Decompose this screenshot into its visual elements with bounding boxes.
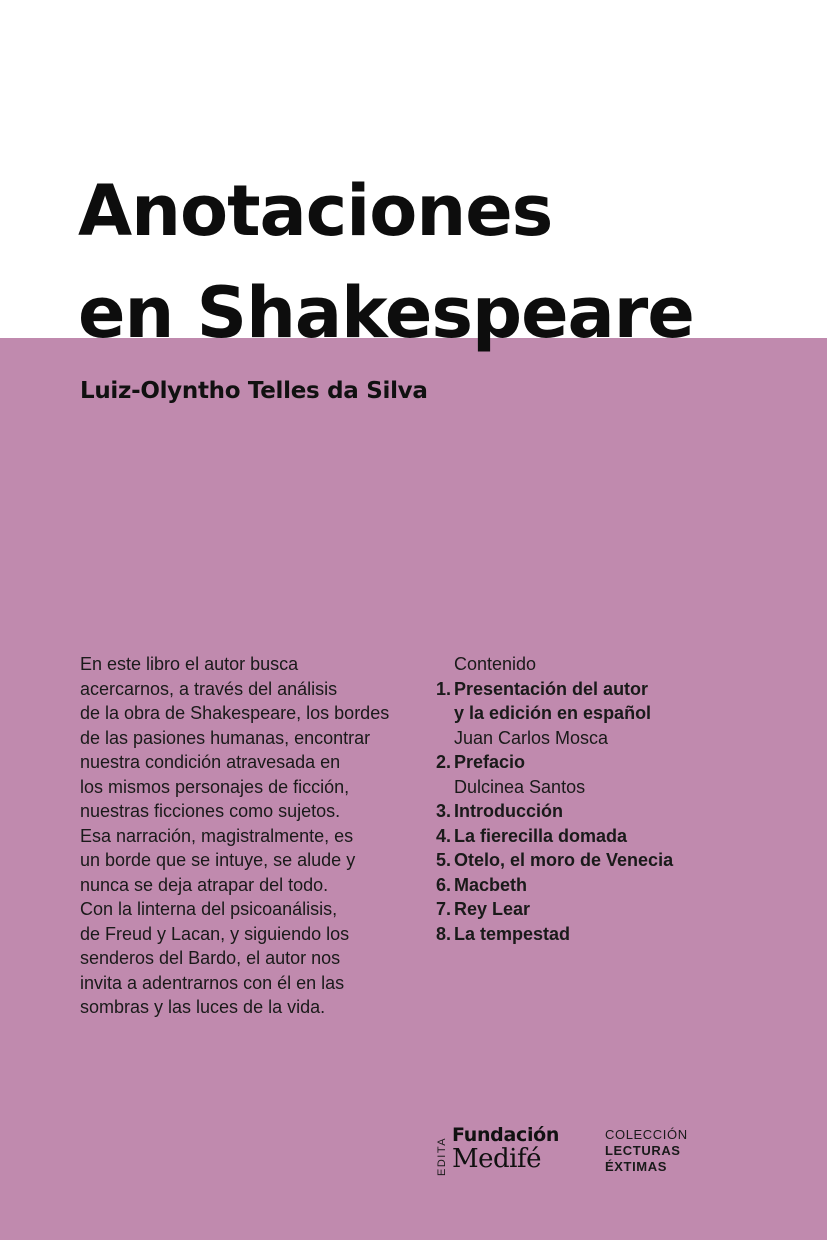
table-of-contents [436, 652, 716, 946]
collection-name-line-1: LECTURAS [605, 1143, 681, 1158]
blurb-line: de Freud y Lacan, y siguiendo los [80, 923, 350, 944]
blurb-line: de las pasiones humanas, encontrar [80, 727, 371, 748]
blurb-line: Con la linterna del psicoanálisis, [80, 899, 338, 919]
blurb-line: los mismos personajes de ficción, [80, 776, 350, 797]
toc-item-number: 6. [436, 874, 452, 895]
toc-item [436, 677, 716, 702]
toc-item-number [436, 775, 454, 800]
toc-item-number: 7. [436, 899, 452, 919]
blurb-line: nuestra condición atravesada en [80, 752, 341, 772]
author-name: Luiz-Olyntho Telles da Silva [80, 378, 428, 404]
toc-heading: Contenido [454, 654, 537, 674]
toc-item-label: Introducción [454, 801, 563, 821]
toc-item-label: Prefacio [454, 752, 526, 772]
blurb-line: invita a adentrarnos con él en las [80, 972, 345, 993]
toc-heading-row [436, 652, 716, 677]
collection-name-line-2: ÉXTIMAS [605, 1159, 667, 1174]
toc-item-label: Juan Carlos Mosca [454, 727, 609, 748]
blurb-text [80, 652, 410, 1020]
toc-item-number [436, 701, 454, 726]
blurb-line: Esa narración, magistralmente, es [80, 825, 354, 846]
collection-label [605, 1127, 688, 1175]
toc-item-label: Rey Lear [454, 899, 531, 919]
title-line-2: en Shakespeare [78, 272, 694, 354]
toc-item-label: Presentación del autor [454, 678, 649, 699]
collection-heading: COLECCIÓN [605, 1127, 688, 1142]
toc-item-number [436, 726, 454, 751]
toc-item [436, 799, 716, 824]
publisher-name-line-2: Medifé [452, 1144, 541, 1174]
toc-item [436, 873, 716, 898]
toc-item [436, 726, 716, 751]
toc-item [436, 750, 716, 775]
toc-list [436, 677, 716, 947]
book-title [78, 160, 694, 364]
toc-item-number: 5. [436, 850, 452, 870]
edita-label: EDITA [436, 1136, 448, 1176]
blurb-line: de la obra de Shakespeare, los bordes [80, 703, 390, 723]
toc-item [436, 824, 716, 849]
blurb-line: En este libro el autor busca [80, 654, 299, 674]
blurb-line: acercarnos, a través del análisis [80, 678, 338, 699]
toc-item [436, 922, 716, 947]
toc-item [436, 775, 716, 800]
blurb-line: nunca se deja atrapar del todo. [80, 874, 329, 895]
toc-item-number: 4. [436, 825, 452, 846]
toc-item-number: 1. [436, 678, 452, 699]
title-line-1: Anotaciones [78, 170, 553, 252]
blurb-line: sombras y las luces de la vida. [80, 997, 326, 1017]
blurb-line: senderos del Bardo, el autor nos [80, 948, 341, 968]
publisher-name-line-1: Fundación [452, 1124, 560, 1146]
toc-item-label: Dulcinea Santos [454, 776, 586, 797]
toc-item-label: Macbeth [454, 874, 528, 895]
toc-item-label: Otelo, el moro de Venecia [454, 850, 674, 870]
toc-item [436, 701, 716, 726]
toc-item [436, 848, 716, 873]
toc-item-label: La fierecilla domada [454, 825, 628, 846]
blurb-line: un borde que se intuye, se alude y [80, 850, 356, 870]
toc-item-label: La tempestad [454, 923, 571, 944]
toc-item-label: y la edición en español [454, 703, 652, 723]
toc-item-number: 3. [436, 801, 452, 821]
blurb-line: nuestras ficciones como sujetos. [80, 801, 341, 821]
toc-item-number: 8. [436, 923, 452, 944]
toc-item-number: 2. [436, 752, 452, 772]
toc-item [436, 897, 716, 922]
